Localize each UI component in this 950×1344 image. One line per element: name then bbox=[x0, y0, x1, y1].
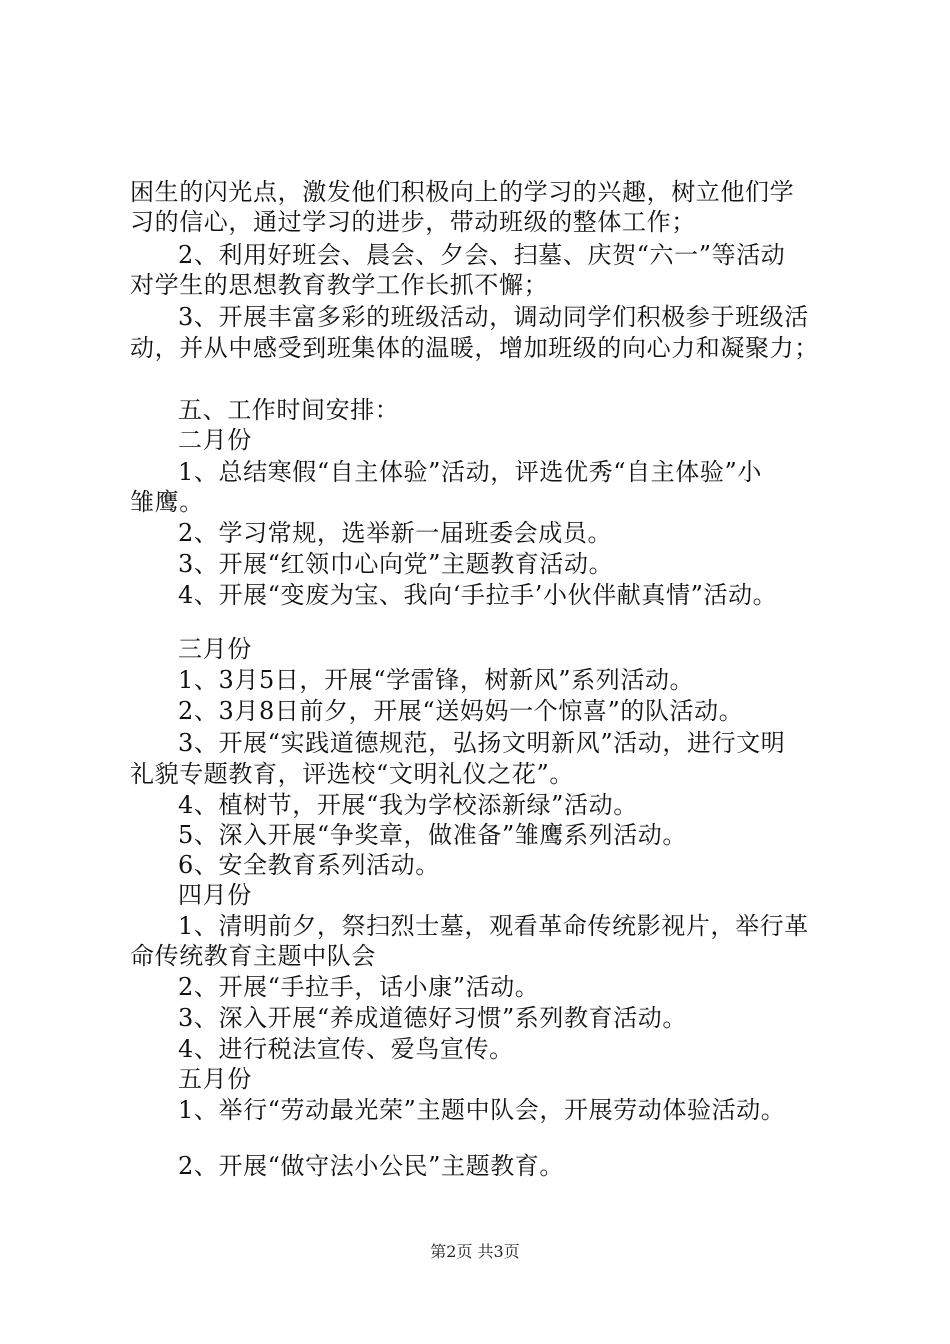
list-item: 2、学习常规，选举新一届班委会成员。 bbox=[178, 519, 613, 547]
list-item: 1、举行“劳动最光荣”主题中队会，开展劳动体验活动。 bbox=[178, 1096, 786, 1124]
list-item: 3、开展“实践道德规范，弘扬文明新风”活动，进行文明 bbox=[178, 729, 786, 757]
month-heading: 三月份 bbox=[178, 635, 252, 663]
list-item: 3、深入开展“养成道德好习惯”系列教育活动。 bbox=[178, 1004, 688, 1032]
list-item: 6、安全教育系列活动。 bbox=[178, 851, 440, 879]
paragraph-line: 2、利用好班会、晨会、夕会、扫墓、庆贺“六一”等活动 bbox=[178, 241, 786, 269]
list-item: 4、开展“变废为宝、我向‘手拉手’小伙伴献真情”活动。 bbox=[178, 581, 778, 609]
list-item: 5、深入开展“争奖章，做准备”雏鹰系列活动。 bbox=[178, 821, 688, 849]
list-item: 命传统教育主题中队会 bbox=[130, 942, 376, 970]
page-number-footer: 第2页 共3页 bbox=[430, 1242, 520, 1261]
section-heading: 五、工作时间安排： bbox=[178, 396, 400, 424]
list-item: 1、清明前夕，祭扫烈士墓，观看革命传统影视片，举行革 bbox=[178, 912, 809, 940]
list-item: 2、开展“手拉手，话小康”活动。 bbox=[178, 973, 540, 1001]
list-item: 4、进行税法宣传、爱鸟宣传。 bbox=[178, 1035, 514, 1063]
list-item: 礼貌专题教育，评选校“文明礼仪之花”。 bbox=[130, 760, 574, 788]
paragraph-line: 困生的闪光点，激发他们积极向上的学习的兴趣，树立他们学 bbox=[130, 178, 795, 206]
list-item: 2、开展“做守法小公民”主题教育。 bbox=[178, 1152, 565, 1180]
paragraph-line: 对学生的思想教育教学工作长抓不懈； bbox=[130, 271, 549, 299]
month-heading: 四月份 bbox=[178, 881, 252, 909]
month-heading: 五月份 bbox=[178, 1065, 252, 1093]
list-item: 雏鹰。 bbox=[130, 488, 204, 516]
list-item: 1、总结寒假“自主体验”活动，评选优秀“自主体验”小 bbox=[178, 458, 762, 486]
list-item: 3、开展“红领巾心向党”主题教育活动。 bbox=[178, 550, 614, 578]
month-heading: 二月份 bbox=[178, 426, 252, 454]
paragraph-line: 3、开展丰富多彩的班级活动，调动同学们积极参于班级活 bbox=[178, 303, 809, 331]
paragraph-line: 动，并从中感受到班集体的温暖，增加班级的向心力和凝聚力； bbox=[130, 334, 819, 362]
list-item: 4、植树节，开展“我为学校添新绿”活动。 bbox=[178, 791, 638, 819]
list-item: 1、3月5日，开展“学雷锋，树新风”系列活动。 bbox=[178, 666, 695, 694]
paragraph-line: 习的信心，通过学习的进步，带动班级的整体工作； bbox=[130, 208, 696, 236]
list-item: 2、3月8日前夕，开展“送妈妈一个惊喜”的队活动。 bbox=[178, 697, 744, 725]
